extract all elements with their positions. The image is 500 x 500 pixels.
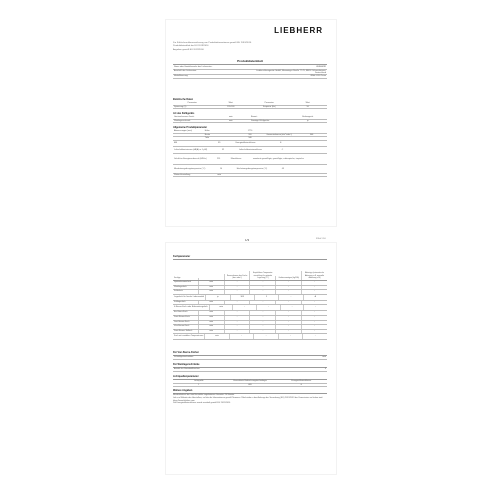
note-line: Mindestlaufzeit der vom Hersteller angebotenen Garantie: 24 Monate	[173, 394, 235, 396]
table-row: Luftschallemissionen (dB(A) re 1 pW) 32 Luftschallemissionsklasse C	[173, 147, 327, 154]
page-number: 1/3	[245, 238, 250, 242]
section-type: Art des Kühlgeräts	[173, 112, 195, 115]
four-star-table	[173, 355, 327, 360]
section-general: Allgemeine Produktparameter	[173, 126, 208, 129]
datasheet-page-2	[167, 243, 333, 473]
meta-line: Produktdatenblatt der EU 2019/2016	[173, 45, 209, 48]
table-row: Schnellgefrierfunktion nein	[174, 356, 326, 358]
section-wine: Für Weinlagerschränke	[173, 363, 200, 366]
brand-logo: LIEBHERR	[274, 26, 323, 35]
table-row: Weinlagerfach nein - - - -	[173, 286, 327, 291]
table-row: Geräuscharmes Gerät: nein Bauart: Einbaugerät	[173, 116, 327, 120]
info-row: Modellkennung: IRBdi 5150 Prime	[174, 75, 326, 78]
table-header: Parameter Wert Parameter Wert	[173, 102, 327, 106]
table-row: Tiefe 546	[173, 137, 327, 141]
compartment-table	[173, 259, 327, 340]
table-row: 0-Sterne-Fach oder Eisbereitungsfach nein - - - -	[173, 305, 327, 311]
table-row: Anzahl der Standardflaschen 0	[174, 368, 326, 370]
section-compartments: Fachparameter	[173, 255, 191, 258]
type-table	[173, 116, 327, 123]
table-row: Abmessungen (mm) Höhe 1770	[173, 130, 327, 134]
table-row: Ein-Stern-Fach nein - - - -	[173, 311, 327, 316]
section-four-star: Für Vier-Sterne-Fächer	[173, 351, 199, 354]
document-title: Produktdatenblatt	[237, 59, 263, 63]
table-row: Spannung (V) 220-240 Frequenz (Hz) 50	[173, 106, 327, 110]
table-row: Winter-Einstellung nein	[173, 174, 327, 178]
table-row: Jährlicher Energieverbrauch (kWh/a) 251 Klimaklasse erweiterte gemäßigte, gemäßigte, subtropische, tropische	[173, 154, 327, 165]
light-table	[173, 379, 327, 387]
table-row: 1 LED G	[173, 384, 327, 388]
table-row: Zwei-Sterne-Teilfach nein - - - -	[173, 330, 327, 335]
table-header: Lichtquelle Vermarktete Beleuchtungstechnologie Energieeffizienzklasse	[173, 380, 327, 384]
datasheet-page-1	[167, 20, 333, 225]
table-row: Kellerfach nein - - - -	[173, 290, 327, 295]
table-row: EEI 89 Energieeffizienzklasse E	[173, 141, 327, 147]
wine-table	[173, 367, 327, 372]
section-light: Lichtquellenparameter	[173, 375, 199, 378]
section-more: Weitere Angaben	[173, 389, 193, 392]
table-row: Vier-Sterne-Fach nein - - - -	[173, 325, 327, 330]
table-row: Mindestumgebungstemperatur (°C) 10 Höchstumgebungstemperatur (°C) 43	[173, 165, 327, 174]
table-row: Breite 559 Gesamtvolumen (dm³ oder l) 308	[173, 134, 327, 138]
note-line: Die Energieeffizienzklasse wurde ermittelt gemäß EU 2019/2016	[173, 402, 231, 405]
info-row: Name oder Handelsmarke des Lieferanten: LIEBHERR	[174, 66, 326, 68]
more-info	[173, 393, 327, 405]
table-row: Fach mit variablen Temperaturen nein - - - -	[173, 334, 327, 340]
page-reference: IRBdi 5150	[316, 238, 326, 240]
section-electrical: Elektrische Daten	[173, 98, 194, 101]
table-row: Weinlagerschrank: nein Sonstige Kühlgeräte: ja	[173, 120, 327, 124]
table-row: Speisekammerfach nein - - - -	[173, 281, 327, 286]
table-row: Kaltlagerfach nein - - - -	[173, 301, 327, 306]
table-row: Zwei-Sterne-Fach nein - - - -	[173, 316, 327, 321]
divider	[173, 64, 327, 65]
table-row: Drei-Sterne-Fach nein - - - -	[173, 321, 327, 326]
table-row: Lagerfach für frische Lebensmittel ja 308 5 - A	[173, 295, 327, 301]
table-header: Fachtyp Raumvolumen des Fachs (dm³ oder l) Empfohlene Temperatur-einstellung für optimale Lagerung (°C) Gefriervermögen (kg/24h) Abtautyp (automatische Abtauung = A, manuelle Abtauung = M)	[173, 260, 327, 281]
supplier-info	[173, 66, 327, 79]
meta-line: Zur Kühlschrankkennzeichnung von Produktinformationen gemäß EU 2019/2016	[173, 42, 252, 44]
note-line: Link zur Website des Herstellers, auf der die Informationen gemäß Nummer 4 Buchstabe a des Anhangs der Verordnung (EU) 2019/2019 der Kommission zu finden sind: https://www.liebherr.com	[173, 396, 323, 402]
meta-line: Angaben gemäß EU 2019/2016	[173, 48, 204, 51]
electrical-table	[173, 102, 327, 109]
info-row: Anschrift des Lieferanten: Liebherr-Hausgeräte GmbH, Memminger Straße 77-79, 88416 Ochsenhausen, Deutschland	[174, 69, 326, 74]
header-meta	[173, 42, 283, 52]
general-table	[173, 130, 327, 177]
